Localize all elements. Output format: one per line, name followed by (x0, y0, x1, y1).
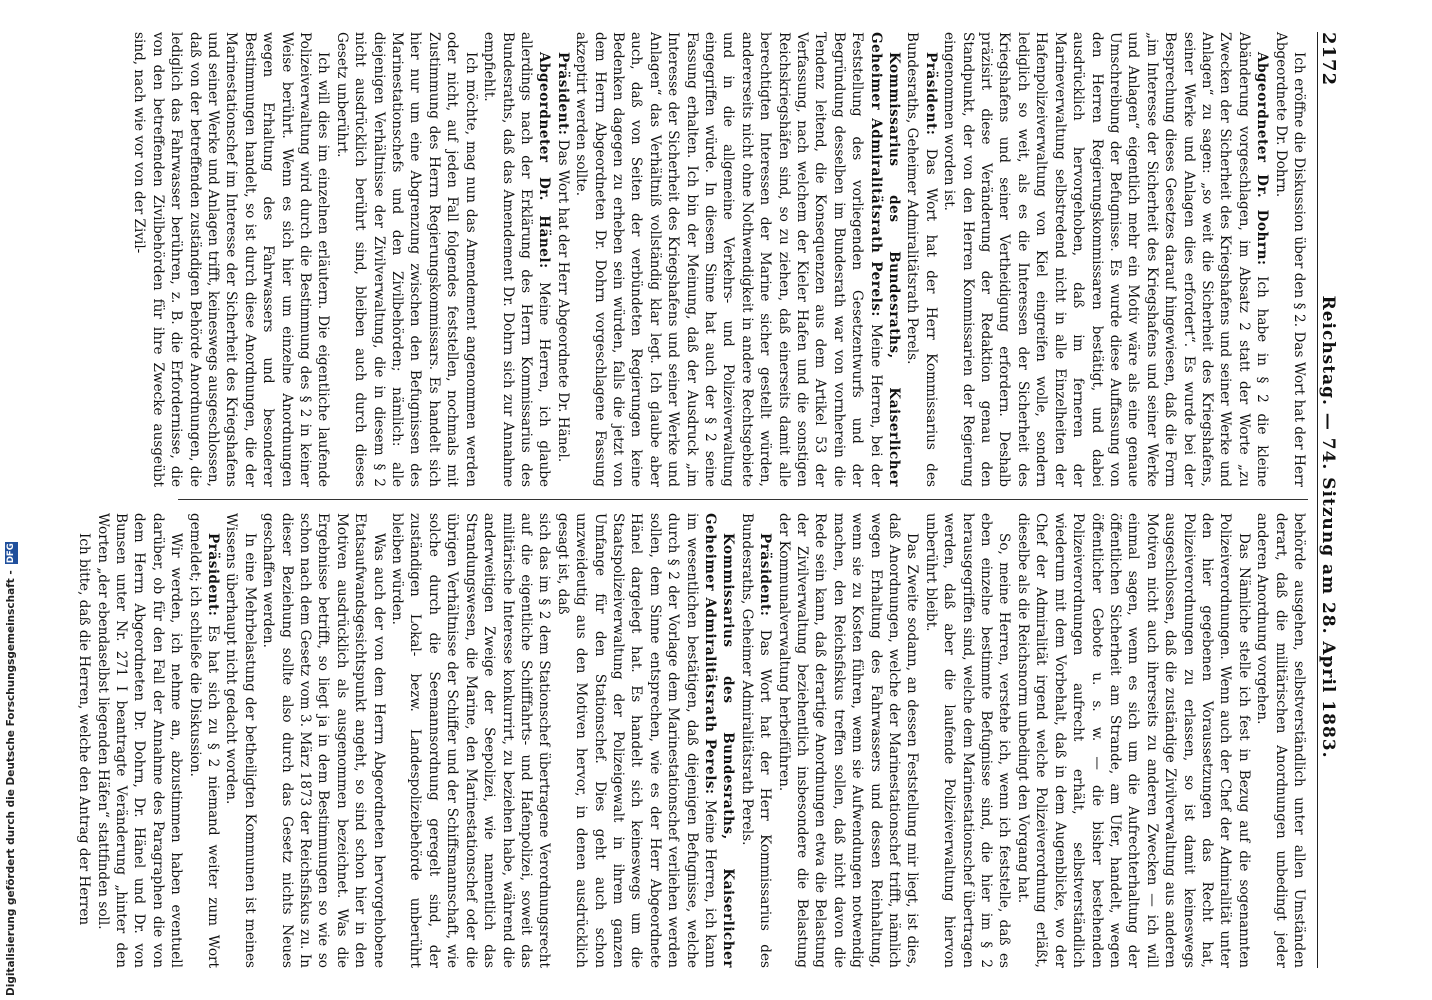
rotated-scanned-page (76, 8, 1360, 992)
speaker-name: Präsident: (554, 52, 571, 136)
paragraph-text: Ich will dies im einzelnen erläutern. Die eigentliche laufende Polizeiverwaltung wird durch die Bestimmung des § 2 in keiner Weise berührt. Wenn es sich hier um einzelne Anordnungen wegen Erhaltung des Fahrwassers und besonderer Bestimmungen handelt, so ist durch diese Anordnungen, die der Marinestationschef im Interesse der Sicherheit des Kriegshafens und seiner Werke und Anlagen trifft, keineswegs ausgeschlossen, daß von der betreffenden zuständigen Behörde Anordnungen, die lediglich das Fahrwasser berühren, z. B. die Erfordernisse, die von den betreffenden Zivilbehörden für ihre Zwecke ausgeübt sind, nach wie vor von der Zivil- (131, 32, 332, 487)
paragraph-text: sich das im § 2 dem Stationschef übertragene Verordnungsrecht auf die eigentliche Schifffahrts- und Hafenpolizei, soweit das militärische Interesse konkurrirt, zu beziehen habe, während die anderweitigen Zweige der Seepolizei, wie namentlich das Strandungswesen, die Marine, den Marinestationschef oder die übrigen Verhältnisse der Schiffer und der Schiffsmannschaft, wie solche durch die Seemannsordnung geregelt sind, der zuständigen Lokal- bezw. Landespolizeibehörde unberührt bleiben würden. (389, 513, 553, 968)
speaker-name: Präsident: (757, 533, 774, 617)
paragraph-text: Ich eröffne die Diskussion über den § 2. Das Wort hat der Herr Abgeordnete Dr. Dohrn. (1272, 32, 1307, 487)
paragraph (940, 32, 1271, 487)
paragraph (737, 513, 774, 968)
paragraph (75, 513, 93, 968)
paragraph-text: Es hat sich zu § 2 niemand weiter zum Wort gemeldet; ich schließe die Diskussion. (186, 513, 222, 968)
paragraph (130, 32, 332, 487)
paragraph-text: Das Nämliche stelle ich fest in Bezug auf die sogenannten Polizeiverordnungen. Wenn auch der Chef der Admiralität unter den hier gegebenen Voraussetzungen das Recht hat, Polizeiverordnungen zu erlassen, so ist damit keineswegs ausgeschlossen, daß die zuständige Zivilverwaltung aus anderen Motiven nicht auch ihrerseits zu anderen Zwecken — ich will einmal sagen, wenn es sich um die Aufrechterhaltung der öffentlichen Sicherheit am Strande, am Ufer, handelt, wegen öffentlicher Gebote u. s. w. — die bisher bestehenden Polizeiverordnungen aufrecht erhält, selbstverständlich wiederum mit dem Vorbehalt, daß in dem Augenblicke, wo der Chef der Admiralität irgend welche Polizeiverordnung erläßt, dieselbe als die Reichsnorm unbedingt den Vorgang hat. (1014, 513, 1252, 968)
dfg-logo: DFG (5, 543, 16, 564)
page-header (1317, 32, 1352, 968)
speaker-name: Kommissarius des Bundesraths, Kaiserlicher Geheimer Admiralitätsrath Perels: (867, 32, 903, 487)
paragraph-text: behörde ausgehen, selbstverständlich unter allen Umständen derart, daß die militärischen Anordnungen unbedingt jeder anderen Anordnung vorgehen. (1254, 513, 1307, 968)
paragraph-text: Was auch der von dem Herrn Abgeordneten hervorgehobene Etatsaufwandsgesichtspunkt angeht, so sind schon hier in den Motiven ausdrücklich als ausgenommen bezeichnet. Was die Ergebnisse betrifft, so liegt ja in dem Bestimmungen so wie so schon nach dem Gesetz vom 3. März 1873 der Reichsfiskus zu. In dieser Beziehung sollte also durch das Gesetz nichts Neues geschaffen werden. (260, 513, 387, 968)
paragraph-text: Das Zweite sodann, an dessen Feststellung mir liegt, ist dies, daß Anordnungen, welche der Marinestationschef trifft, nämlich wegen Erhaltung des Fahrwassers und dessen Reinhaltung, wenn sie zu Kosten führen, wenn sie Aufwendungen notwendig machen, den Reichsfiskus treffen sollen, daß nicht davon die Rede sein kann, daß derartige Anordnungen etwa die Belastung der Zivilverwaltung beziehentlich insbesondere die Belastung der Kommunalverwaltung herbeiführen. (775, 513, 921, 968)
paragraph (553, 513, 737, 968)
paragraph (1271, 32, 1308, 487)
paragraph-text: Meine Herren, ich glaube allerdings nach der Erklärung des Herrn Kommissarius des Bundesraths, daß das Amendement Dr. Dohrn sich zur Annahme empfiehlt. (481, 32, 553, 487)
speaker-name: Präsident: (205, 533, 222, 617)
paragraph-text: Das Wort hat der Herr Kommissarius des Bundesraths, Geheimer Admiralitätsrath Perels. (738, 513, 774, 968)
speaker-name: Präsident: (922, 52, 939, 136)
digitization-credit-text: Digitalisierung gefördert durch die Deutsche Forschungsgemeinschaft - (5, 570, 17, 996)
digitization-credit (2, 6, 20, 996)
paragraph (572, 32, 903, 487)
paragraph (774, 513, 921, 968)
speaker-name: Abgeordneter Dr. Hänel: (536, 52, 553, 269)
paragraph-text: Ich bitte, daß die Herren, welche den Antrag der Herren (76, 533, 93, 926)
paragraph (93, 513, 185, 968)
paragraph (480, 32, 554, 487)
paragraph (921, 513, 1013, 968)
paragraph (1014, 513, 1253, 968)
paragraph (553, 32, 571, 487)
right-text-column (75, 513, 1308, 968)
paragraph-text: Meine Herren, ich kann im wesentlichen bestätigen, daß diejenigen Befugnisse, welche durch § 2 der Vorlage dem Marinestationschef verliehen werden sollen, dem Sinne entsprechen, wie es der Herr Abgeordnete Hänel dargelegt hat. Es handelt sich keineswegs um die Staatspolizeiverwaltung der Polizeigewalt in ihrem ganzen Umfange für den Stationschef. Dies geht auch schon unzweideutig aus den Motiven hervor, in denen ausdrücklich gesagt ist, daß (554, 513, 718, 968)
paragraph (388, 513, 554, 968)
paragraph-text: Ich möchte, mag nun das Amendement angenommen werden oder nicht, auf jeden Fall folgendes feststellen, nochmals mit Zustimmung des Herrn Regierungskommissars. Es handelt sich hier nur um eine Abgrenzung zwischen den Befugnissen des Marinestationschefs und den Zivilbehörden; nämlich: alle diejenigen Verhältnisse der Zivilverwaltung, die in diesem § 2 nicht ausdrücklich berührt sind, bleiben auch durch dieses Gesetz unberührt. (333, 32, 479, 487)
paragraph-text: Meine Herren, bei der Feststellung des vorliegenden Gesetzentwurfs und der Begründung desselben im Bundesrath war von vornherein die Tendenz leitend, die Konsequenzen aus dem Artikel 53 der Verfassung, nach welchem der Kieler Hafen und die sonstigen Reichskriegshäfen sind, so zu ziehen, daß einerseits damit alle berechtigten Interessen der Marine sicher gestellt würden, andererseits nicht ohne Nothwendigkeit in andere Rechtsgebiete und in die allgemeine Verkehrs- und Polizeiverwaltung eingegriffen würde. In diesem Sinne hat auch der § 2 seine Fassung erhalten. Ich bin der Meinung, daß der Ausdruck „im Interesse der Sicherheit des Kriegshafens und seiner Werke und Anlagen“ das Verhältniß vollständig klar legt. Ich glaube aber auch, daß von Seiten der verbündeten Regierungen keine Bedenken dagegen zu erheben sein würden, falls die jetzt von dem Herrn Abgeordneten Dr. Dohrn vorgeschlagene Fassung akzeptirt werden sollte. (573, 32, 884, 487)
column-divider (178, 499, 1308, 500)
page-number: 2172 (1318, 32, 1339, 87)
paragraph (259, 513, 388, 968)
left-text-column (130, 32, 1308, 487)
paragraph (332, 32, 479, 487)
paragraph-text: So, meine Herren, verstehe ich, wenn ich feststelle, daß es eben einzelne bestimmte Befugnisse sind, die hier im § 2 herausgegriffen sind, welche dem Marinestationschef übertragen werden, daß aber die laufende Polizeiverwaltung hiervon unberührt bleibt. (922, 513, 1013, 968)
paragraph (1253, 513, 1308, 968)
paragraph-text: Ich habe in § 2 die kleine Abänderung vorgeschlagen, im Absatz 2 statt der Worte „zu Zwecken der Sicherheit des Kriegshafens und seiner Werke und Anlagen“ zu sagen: „so weit die Sicherheit des Kriegshafens, seiner Werke und Anlagen dies erfordert“. Es wurde bei der Besprechung dieses Gesetzes darauf hingewiesen, daß die Form „im Interesse der Sicherheit des Kriegshafens und seiner Werke und Anlagen“ eigentlich mehr ein Motiv wäre als eine genaue Umschreibung der Befugnisse. Es wurde diese Auffassung von den Herren Regierungskommissaren bestätigt, und dabei ausdrücklich hervorgehoben, daß im ferneren der Marineverwaltung selbstredend nicht in alle Einzelheiten der Hafenpolizeiverwaltung von Kiel eingreifen wolle, sondern lediglich so weit, als es die Interessen der Sicherheit des Kriegshafens und seiner Vertheidigung erfordern. Deshalb präzisirt diese Veränderung der Redaktion genau den Standpunkt, der von den Herren Kommissarien der Regierung eingenommen worden ist. (941, 32, 1271, 487)
paragraph-text: Das Wort hat der Herr Abgeordnete Dr. Hänel. (554, 139, 571, 463)
paragraph (222, 513, 259, 968)
paragraph-text: Wir werden, ich nehme an, abzustimmen haben eventuell darüber, ob für den Fall der Annahme des Paragraphen die von dem Herrn Abgeordneten Dr. Dohrn, Dr. Hänel und Dr. von Bunsen unter Nr. 271 I beantragte Veränderung „hinter den Worten „der ebendaselbst liegenden Häfen“ stattfinden soll. (94, 513, 185, 968)
paragraph-text: In eine Mehrbelastung der betheiligten Kommunen ist meines Wissens überhaupt nicht gedacht worden. (223, 513, 258, 968)
speaker-name: Abgeordneter Dr. Dohrn: (1254, 52, 1271, 266)
digitization-footer (0, 0, 22, 1000)
speaker-name: Kommissarius des Bundesraths, Kaiserlicher Geheimer Admiralitätsrath Perels: (702, 513, 737, 968)
paragraph (903, 32, 940, 487)
paragraph (185, 513, 222, 968)
page-running-title: Reichstag. — 74. Sitzung am 28. April 1883. (1318, 295, 1338, 759)
paragraph-text: Das Wort hat der Herr Kommissarius des Bundesraths, Geheimer Admiralitätsrath Perels. (904, 32, 939, 487)
